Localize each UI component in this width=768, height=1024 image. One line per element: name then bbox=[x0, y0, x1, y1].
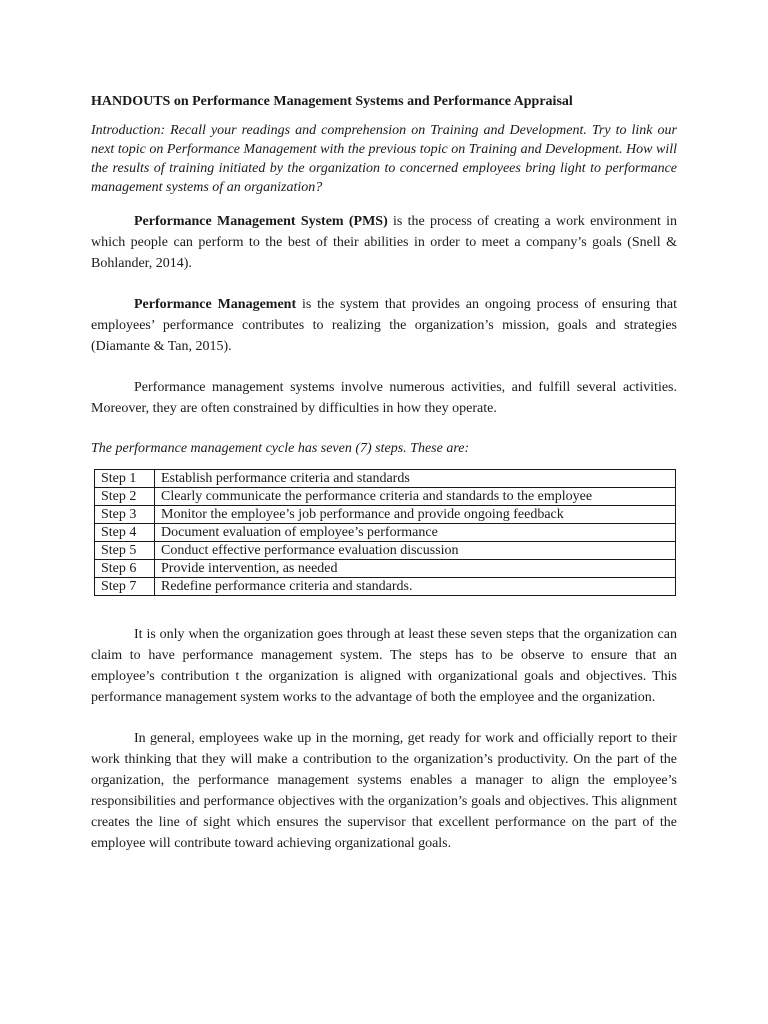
step-label: Step 4 bbox=[95, 524, 155, 542]
step-label: Step 1 bbox=[95, 470, 155, 488]
step-label: Step 3 bbox=[95, 506, 155, 524]
step-label: Step 6 bbox=[95, 560, 155, 578]
table-row bbox=[95, 524, 676, 542]
general-paragraph: In general, employees wake up in the morning, get ready for work and officially report to their work thinking that they will make a contribution to the organization’s productivity. On the part of the organization, the performance management systems enables a manager to align the employee’s responsibilities and performance objectives with the organization’s goals and objectives. This alignment creates the line of sight which ensures the supervisor that excellent performance on the part of the employee will contribute toward achieving organizational goals. bbox=[91, 731, 677, 851]
pms-definition: is the process of creating a work environment in which people can perform to the best of their abilities in order to meet a company’s goals (Snell & Bohlander, 2014). bbox=[91, 214, 677, 271]
step-text: Provide intervention, as needed bbox=[155, 560, 676, 578]
pm-term: Performance Management bbox=[134, 297, 297, 312]
step-label: Step 2 bbox=[95, 488, 155, 506]
pm-definition: is the system that provides an ongoing process of ensuring that employees’ performance contributes to realizing the organization’s mission, goals and strategies (Diamante & Tan, 2015). bbox=[91, 297, 677, 354]
step-text: Conduct effective performance evaluation discussion bbox=[155, 542, 676, 560]
document-page bbox=[91, 92, 677, 874]
step-text: Monitor the employee’s job performance and provide ongoing feedback bbox=[155, 506, 676, 524]
steps-summary-paragraph: It is only when the organization goes through at least these seven steps that the organization can claim to have performance management system. The steps has to be observe to ensure that an employee’s contribution t the organization is aligned with organizational goals and objectives. This performance management system works to the advantage of both the employee and the organization. bbox=[91, 627, 677, 705]
step-label: Step 7 bbox=[95, 578, 155, 596]
table-row bbox=[95, 506, 676, 524]
document-title: HANDOUTS on Performance Management Systems and Performance Appraisal bbox=[91, 94, 573, 109]
steps-table bbox=[94, 469, 676, 596]
cycle-intro: The performance management cycle has seven (7) steps. These are: bbox=[91, 441, 470, 456]
activities-paragraph: Performance management systems involve numerous activities, and fulfill several activities. Moreover, they are often constrained by difficulties in how they operate. bbox=[91, 380, 677, 416]
table-row bbox=[95, 542, 676, 560]
step-label: Step 5 bbox=[95, 542, 155, 560]
table-row bbox=[95, 560, 676, 578]
pms-definition-paragraph bbox=[91, 211, 677, 274]
step-text: Establish performance criteria and standards bbox=[155, 470, 676, 488]
table-row bbox=[95, 470, 676, 488]
table-row bbox=[95, 488, 676, 506]
table-row bbox=[95, 578, 676, 596]
pm-definition-paragraph bbox=[91, 294, 677, 357]
introduction-paragraph: Introduction: Recall your readings and comprehension on Training and Development. Try to link our next topic on Performance Management with the previous topic on Training and Development. How will the results of training initiated by the organization to concerned employees bring light to performance management systems of an organization? bbox=[91, 123, 677, 195]
step-text: Document evaluation of employee’s performance bbox=[155, 524, 676, 542]
step-text: Redefine performance criteria and standards. bbox=[155, 578, 676, 596]
pms-term: Performance Management System (PMS) bbox=[134, 214, 388, 229]
step-text: Clearly communicate the performance criteria and standards to the employee bbox=[155, 488, 676, 506]
